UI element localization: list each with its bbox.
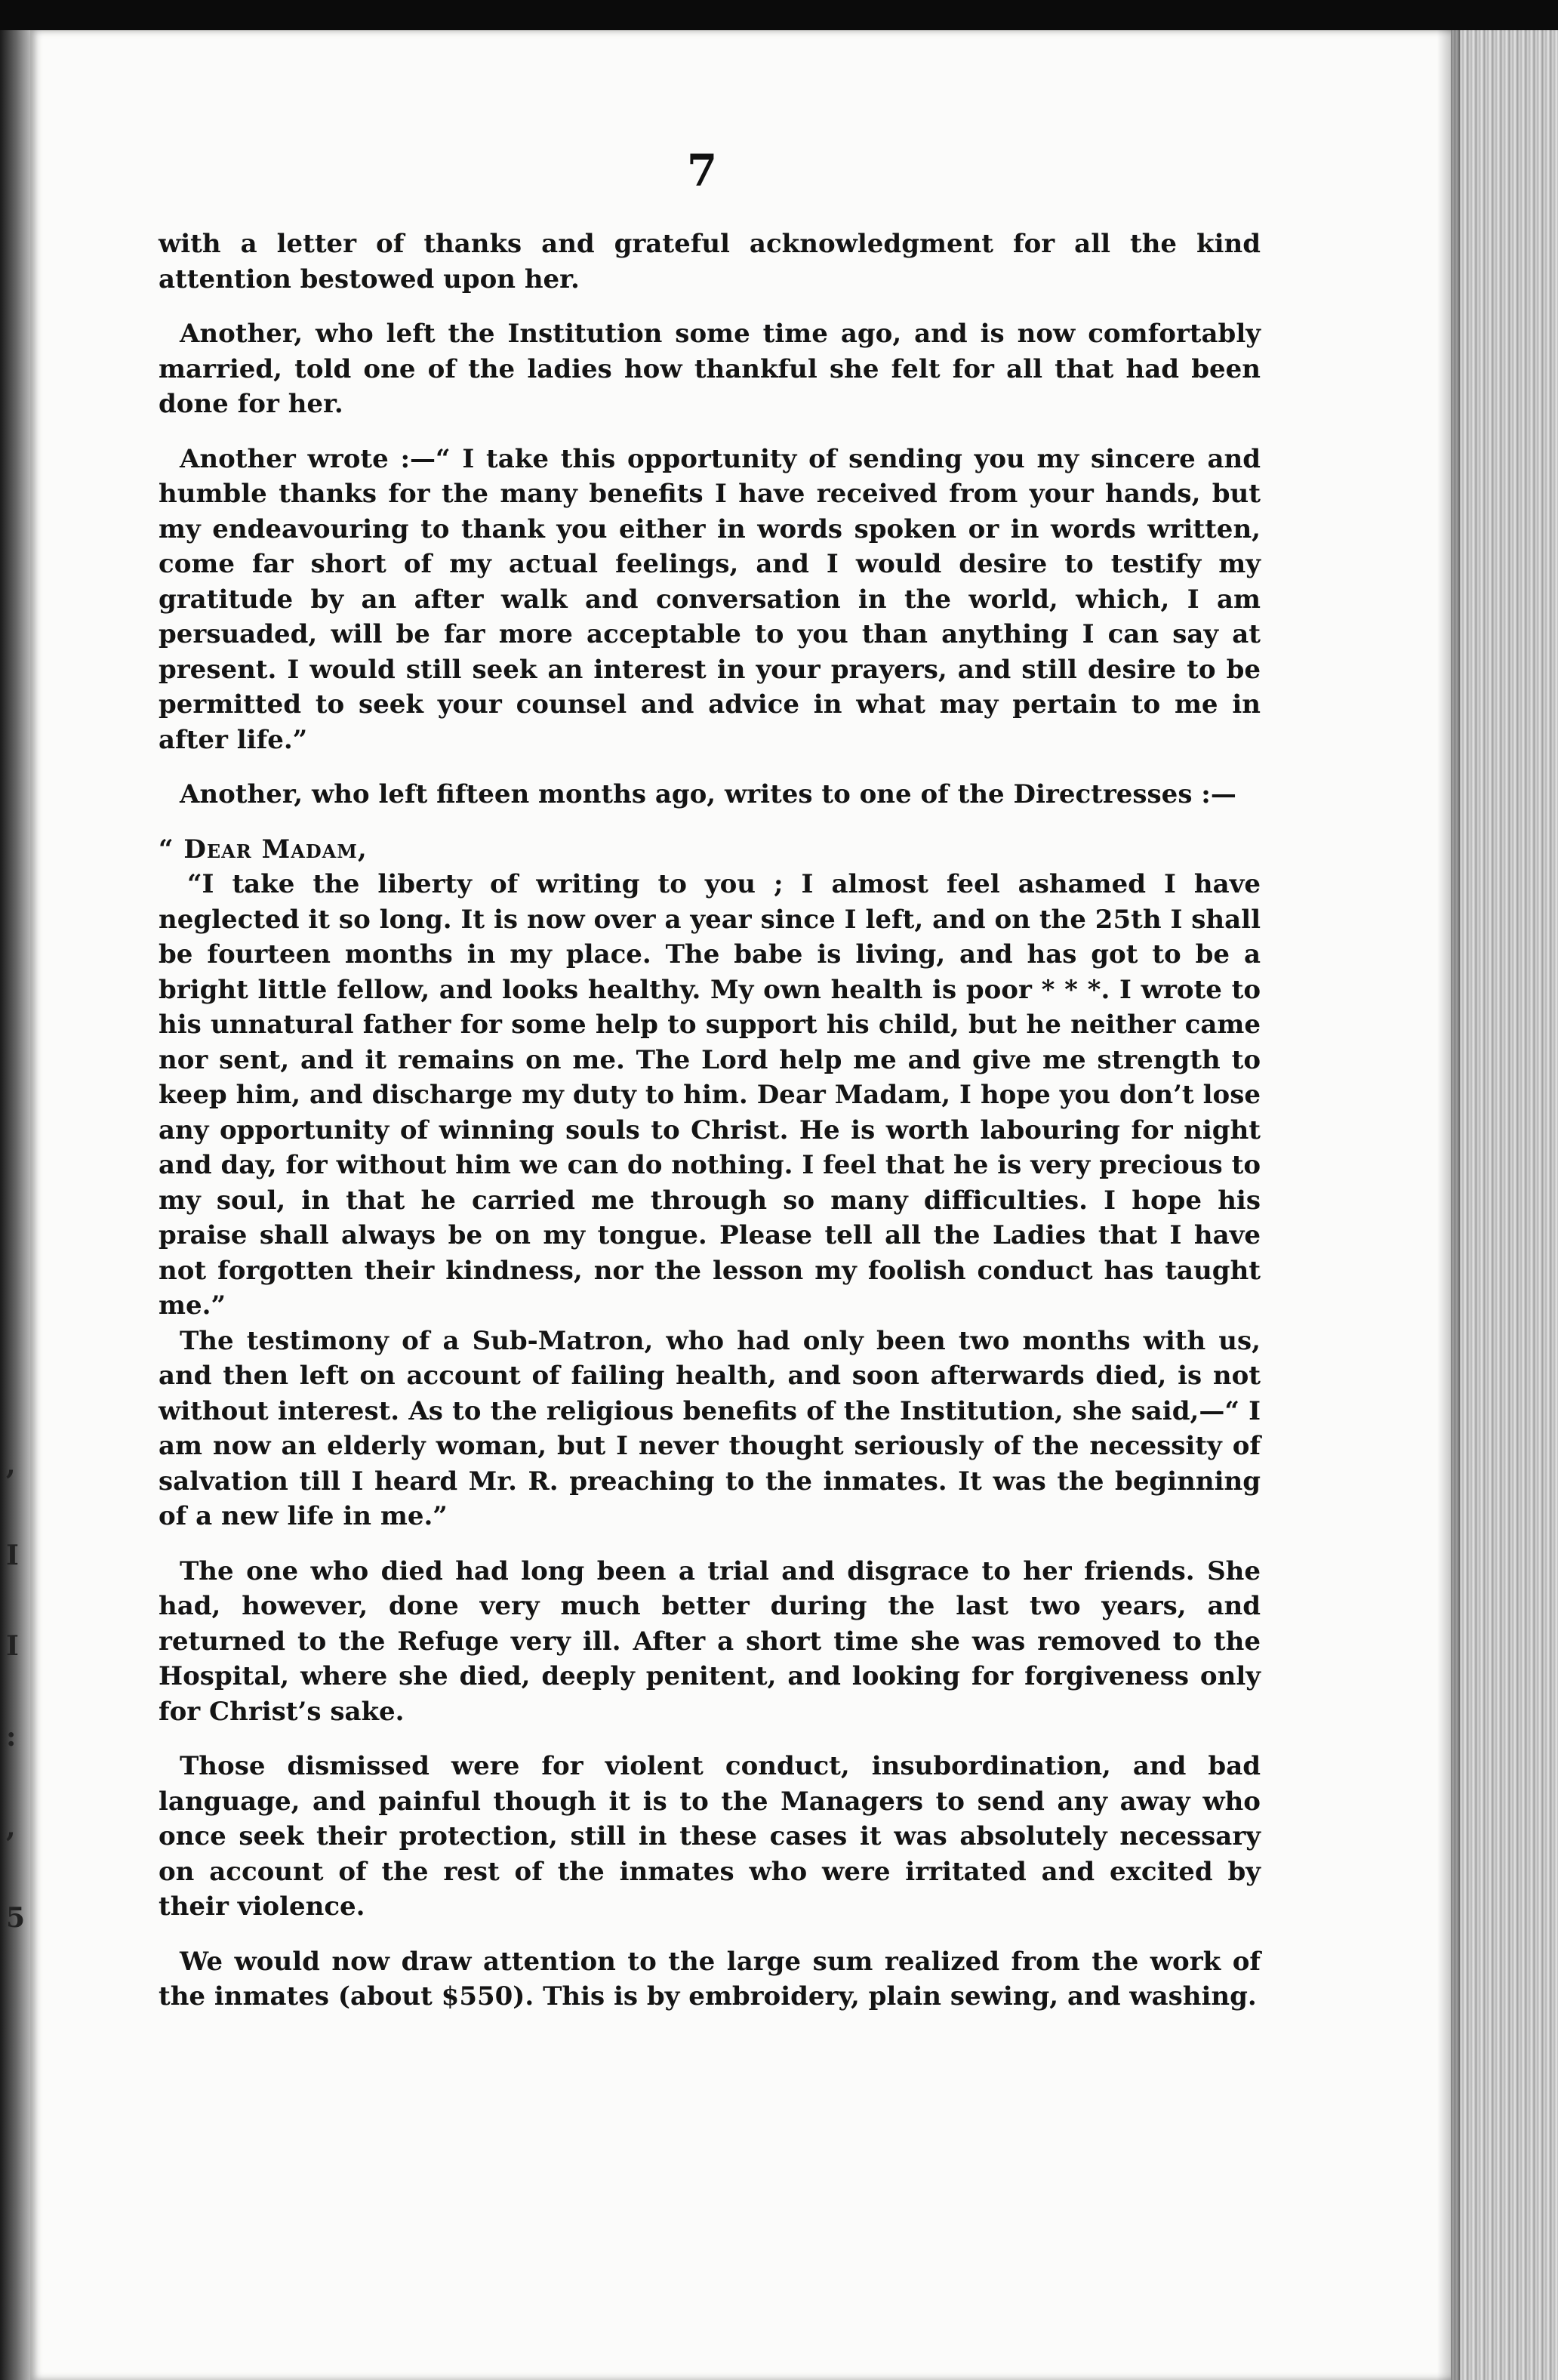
body-text (159, 227, 1261, 2034)
page-number: 7 (686, 145, 718, 196)
letter-quote: “I take the liberty of writing to you ; I almost feel ashamed I have neglected it so long. It is now over a year since I left, and on the 25th I shall be fourteen months in my place. The babe is living, and has got to be a bright little fellow, and looks healthy. My own health is poor * * *. I wrote to his unnatural father for some help to support his child, but he neither came nor sent, and it remains on me. The Lord help me and give me strength to keep him, and discharge my duty to him. Dear Madam, I hope you don’t lose any opportunity of winning souls to Christ. He is worth labouring for night and day, for without him we can do nothing. I feel that he is very precious to my soul, in that he carried me through so many difficulties. I hope his praise shall always be on my tongue. Please tell all the Ladies that I have not forgotten their kindness, nor the lesson my foolish conduct has taught me.” (159, 869, 1261, 1321)
margin-mark: : (6, 1721, 17, 1753)
margin-mark: I (6, 1540, 19, 1571)
gutter-shadow (1437, 30, 1460, 2380)
margin-mark: 5 (6, 1902, 26, 1934)
margin-marks (6, 1420, 29, 2250)
paragraph: Another wrote :—“ I take this opportunity of sending you my sincere and humble thanks for the many benefits I have received from your hands, but my endeavouring to thank you either in words spoken or in words written, come far short of my actual feelings, and I would desire to testify my gratitude by an after walk and conversation in the world, which, I am persuaded, will be far more acceptable to you than anything I can say at present. I would still seek an interest in your prayers, and still desire to be permitted to seek your counsel and advice in what may pertain to me in after life.” (159, 443, 1261, 755)
paragraph: Those dismissed were for violent conduct, insubordination, and bad language, and painful though it is to the Managers to send any away who once seek their protection, still in these cases it was absolutely necessary on account of the rest of the inmates who were irritated and excited by their violence. (159, 1751, 1261, 1922)
margin-mark: I (6, 1630, 19, 1662)
paragraph: Another, who left fifteen months ago, writes to one of the Directresses :— (180, 779, 1236, 809)
margin-mark: , (6, 1449, 16, 1481)
paragraph: The testimony of a Sub-Matron, who had only been two months with us, and then left on account of failing health, and soon afterwards died, is not without interest. As to the religious benefits of the Institution, she said,—“ I am now an elderly woman, but I never thought seriously of the necessity of salvation till I heard Mr. R. preaching to the inmates. It was the beginning of a new life in me.” (159, 1325, 1261, 1531)
paragraph: Another, who left the Institution some time ago, and is now comfortably married, told one of the ladies how thankful she felt for all that had been done for her. (159, 319, 1261, 419)
scan-top-border (0, 0, 1558, 33)
paragraph: with a letter of thanks and grateful acknowledgment for all the kind attention bestowed upon her. (159, 229, 1261, 294)
page-stack-edge (1451, 30, 1558, 2380)
paragraph: The one who died had long been a trial and disgrace to her friends. She had, however, done very much better during the last two years, and returned to the Refuge very ill. After a short time she was removed to the Hospital, where she died, deeply penitent, and looking for forgiveness only for Christ’s sake. (159, 1555, 1261, 1727)
margin-mark: , (6, 1811, 16, 1843)
paragraph: We would now draw attention to the large sum realized from the work of the inmates (about $550). This is by embroidery, plain sewing, and washing. (159, 1946, 1261, 2012)
letter-salutation: “ Dear Madam, (159, 834, 368, 865)
